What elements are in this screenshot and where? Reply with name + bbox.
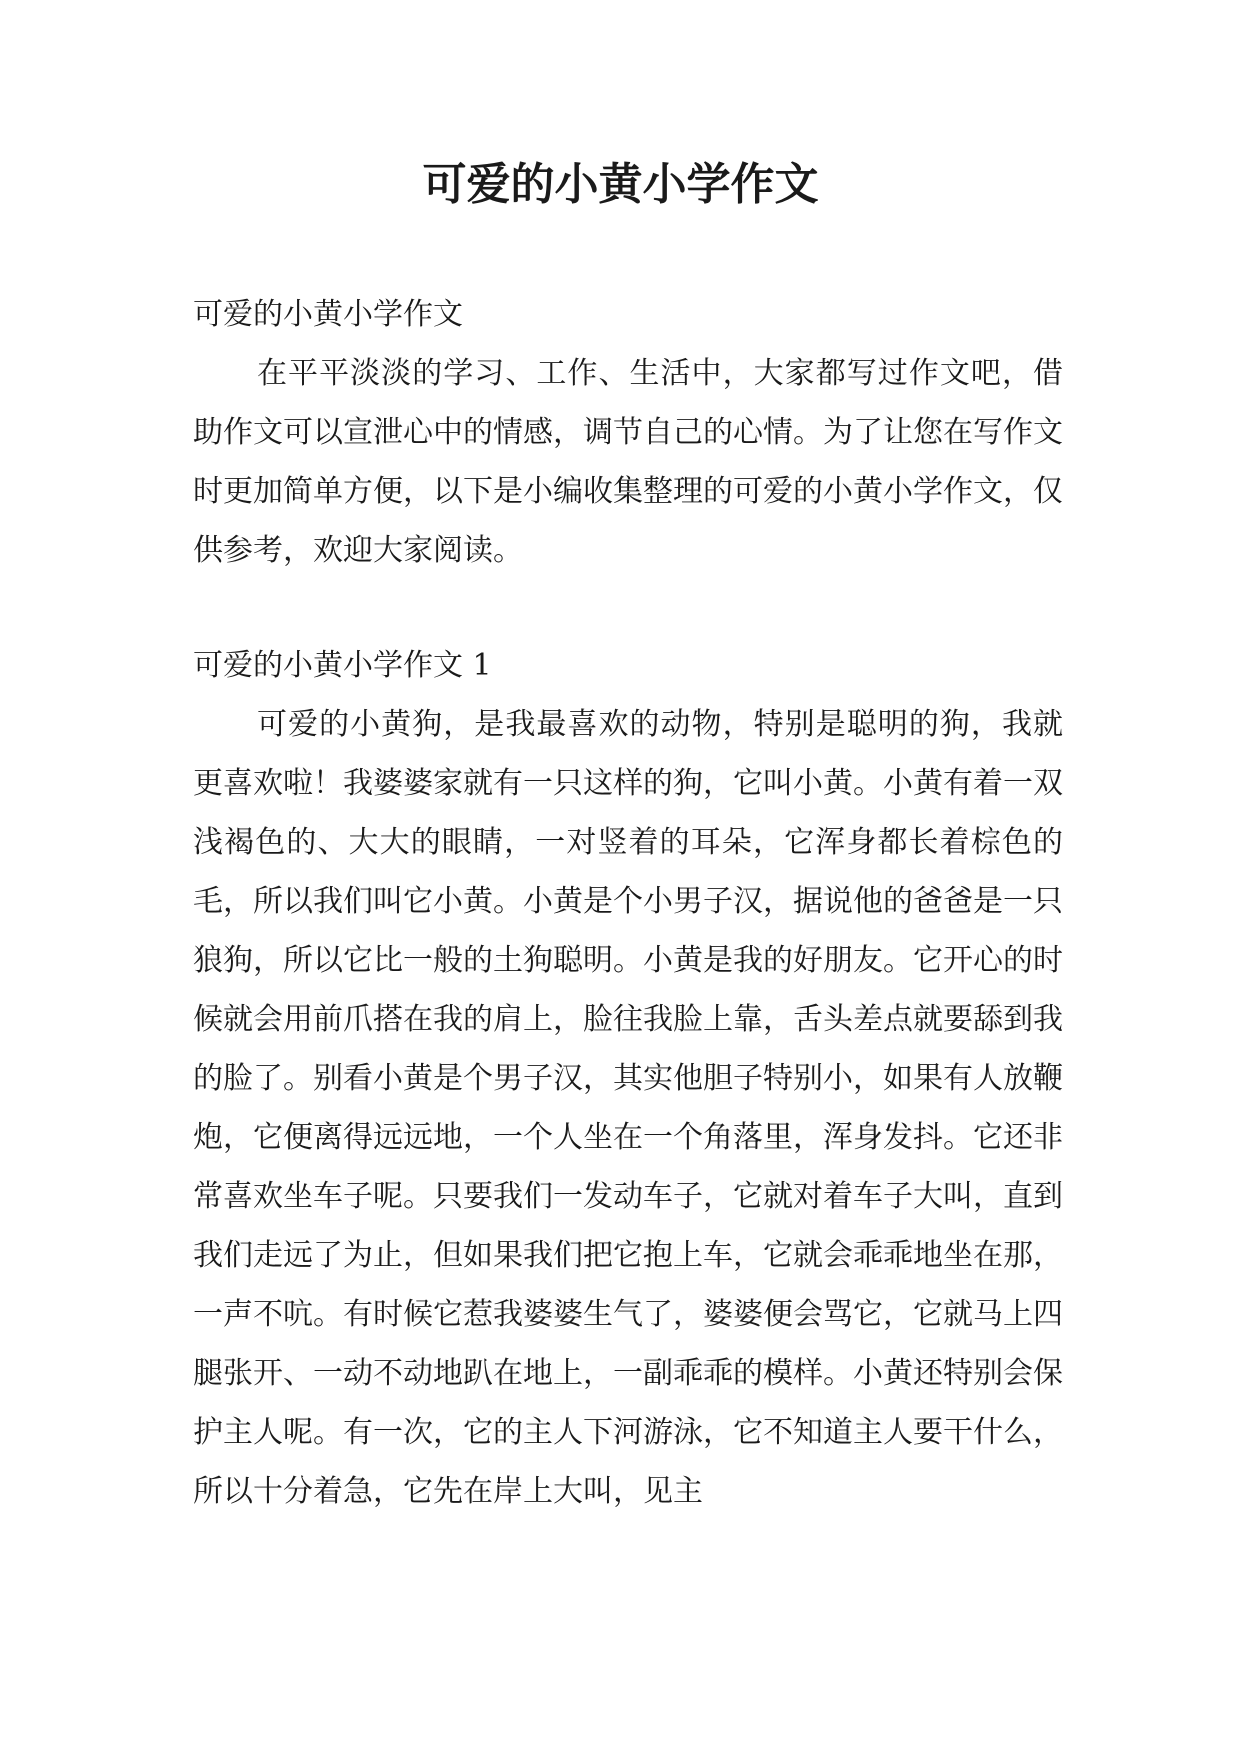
section-1-paragraph: 可爱的小黄狗，是我最喜欢的动物，特别是聪明的狗，我就更喜欢啦！我婆婆家就有一只这样的狗，它叫小黄。小黄有着一双浅褐色的、大大的眼睛，一对竖着的耳朵，它浑身都长着棕色的毛，所以我们叫它小黄。小黄是个小男子汉，据说他的爸爸是一只狼狗，所以它比一般的土狗聪明。小黄是我的好朋友。它开心的时候就会用前爪搭在我的肩上，脸往我脸上靠，舌头差点就要舔到我的脸了。别看小黄是个男子汉，其实他胆子特别小，如果有人放鞭炮，它便离得远远地，一个人坐在一个角落里，浑身发抖。它还非常喜欢坐车子呢。只要我们一发动车子，它就对着车子大叫，直到我们走远了为止，但如果我们把它抱上车，它就会乖乖地坐在那，一声不吭。有时候它惹我婆婆生气了，婆婆便会骂它，它就马上四腿张开、一动不动地趴在地上，一副乖乖的模样。小黄还特别会保护主人呢。有一次，它的主人下河游泳，它不知道主人要干什么，所以十分着急，它先在岸上大叫，见主 <box>193 707 1063 1509</box>
document-title: 可爱的小黄小学作文 <box>422 159 819 210</box>
intro-heading: 可爱的小黄小学作文 <box>193 297 463 332</box>
intro-paragraph: 在平平淡淡的学习、工作、生活中，大家都写过作文吧，借助作文可以宣泄心中的情感，调节自己的心情。为了让您在写作文时更加简单方便，以下是小编收集整理的可爱的小黄小学作文，仅供参考，欢迎大家阅读。 <box>193 356 1063 568</box>
section-1-heading: 可爱的小黄小学作文 1 <box>193 648 492 683</box>
